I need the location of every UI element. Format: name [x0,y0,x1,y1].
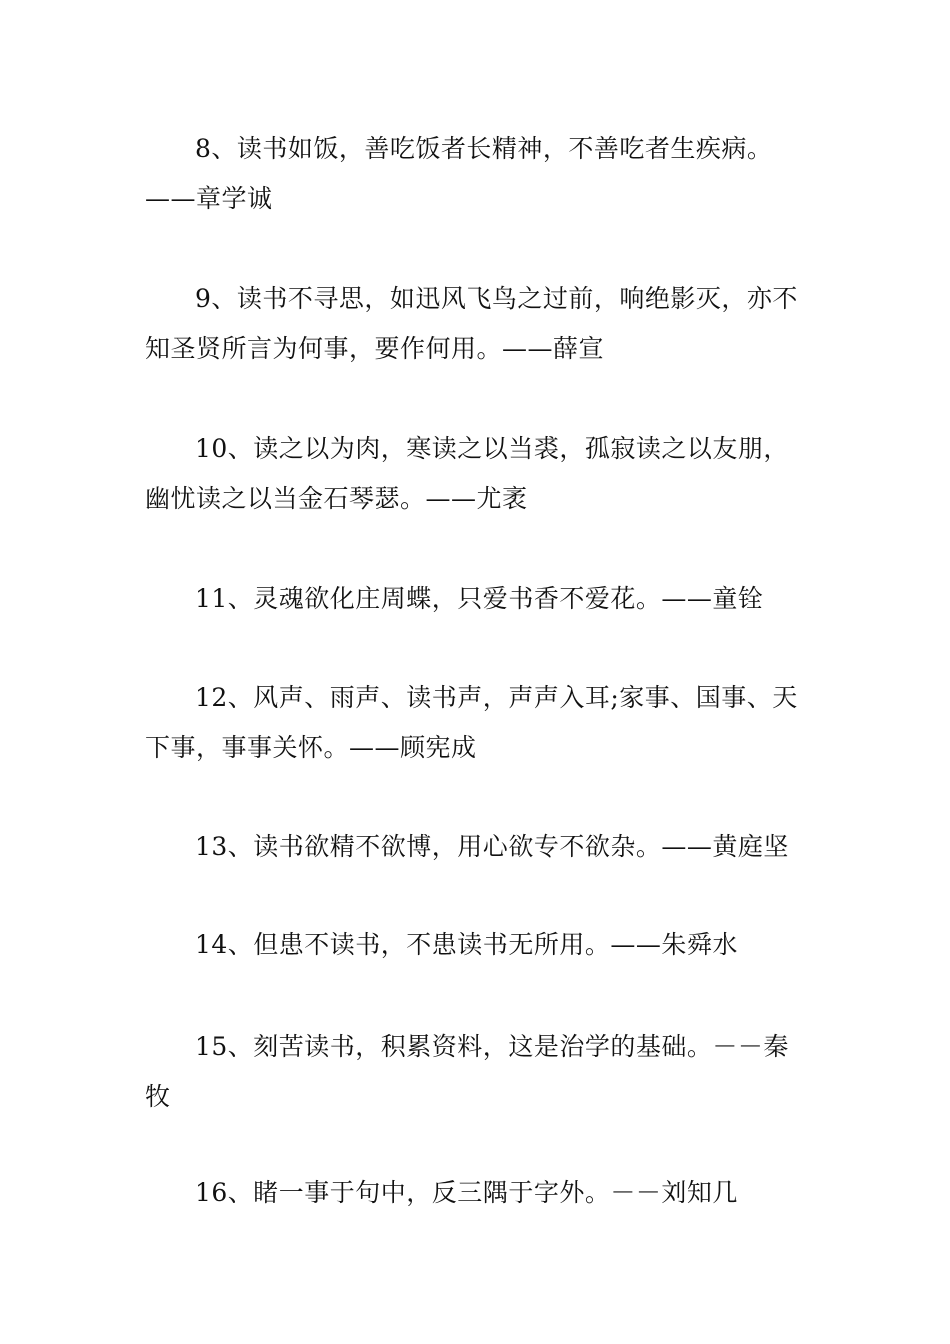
quote-paragraph: 11、灵魂欲化庄周蝶，只爱书香不爱花。——童铨 [195,584,764,613]
quote-paragraph: 8、读书如饭，善吃饭者长精神，不善吃者生疾病。——章学诚 [145,134,773,213]
quote-paragraph: 10、读之以为肉，寒读之以当裘，孤寂读之以友朋，幽忧读之以当金石琴瑟。——尤袤 [145,434,789,513]
quote-paragraph: 9、读书不寻思，如迅风飞鸟之过前，响绝影灭，亦不知圣贤所言为何事，要作何用。——薛宣 [145,284,798,363]
quote-paragraph: 16、睹一事于句中，反三隅于字外。－－刘知几 [195,1178,738,1207]
quote-paragraph: 12、风声、雨声、读书声，声声入耳;家事、国事、天下事，事事关怀。——顾宪成 [145,683,798,762]
quote-paragraph: 15、刻苦读书，积累资料，这是治学的基础。－－秦牧 [145,1032,789,1111]
quote-paragraph: 14、但患不读书，不患读书无所用。——朱舜水 [195,930,738,959]
quote-paragraph: 13、读书欲精不欲博，用心欲专不欲杂。——黄庭坚 [195,832,789,861]
